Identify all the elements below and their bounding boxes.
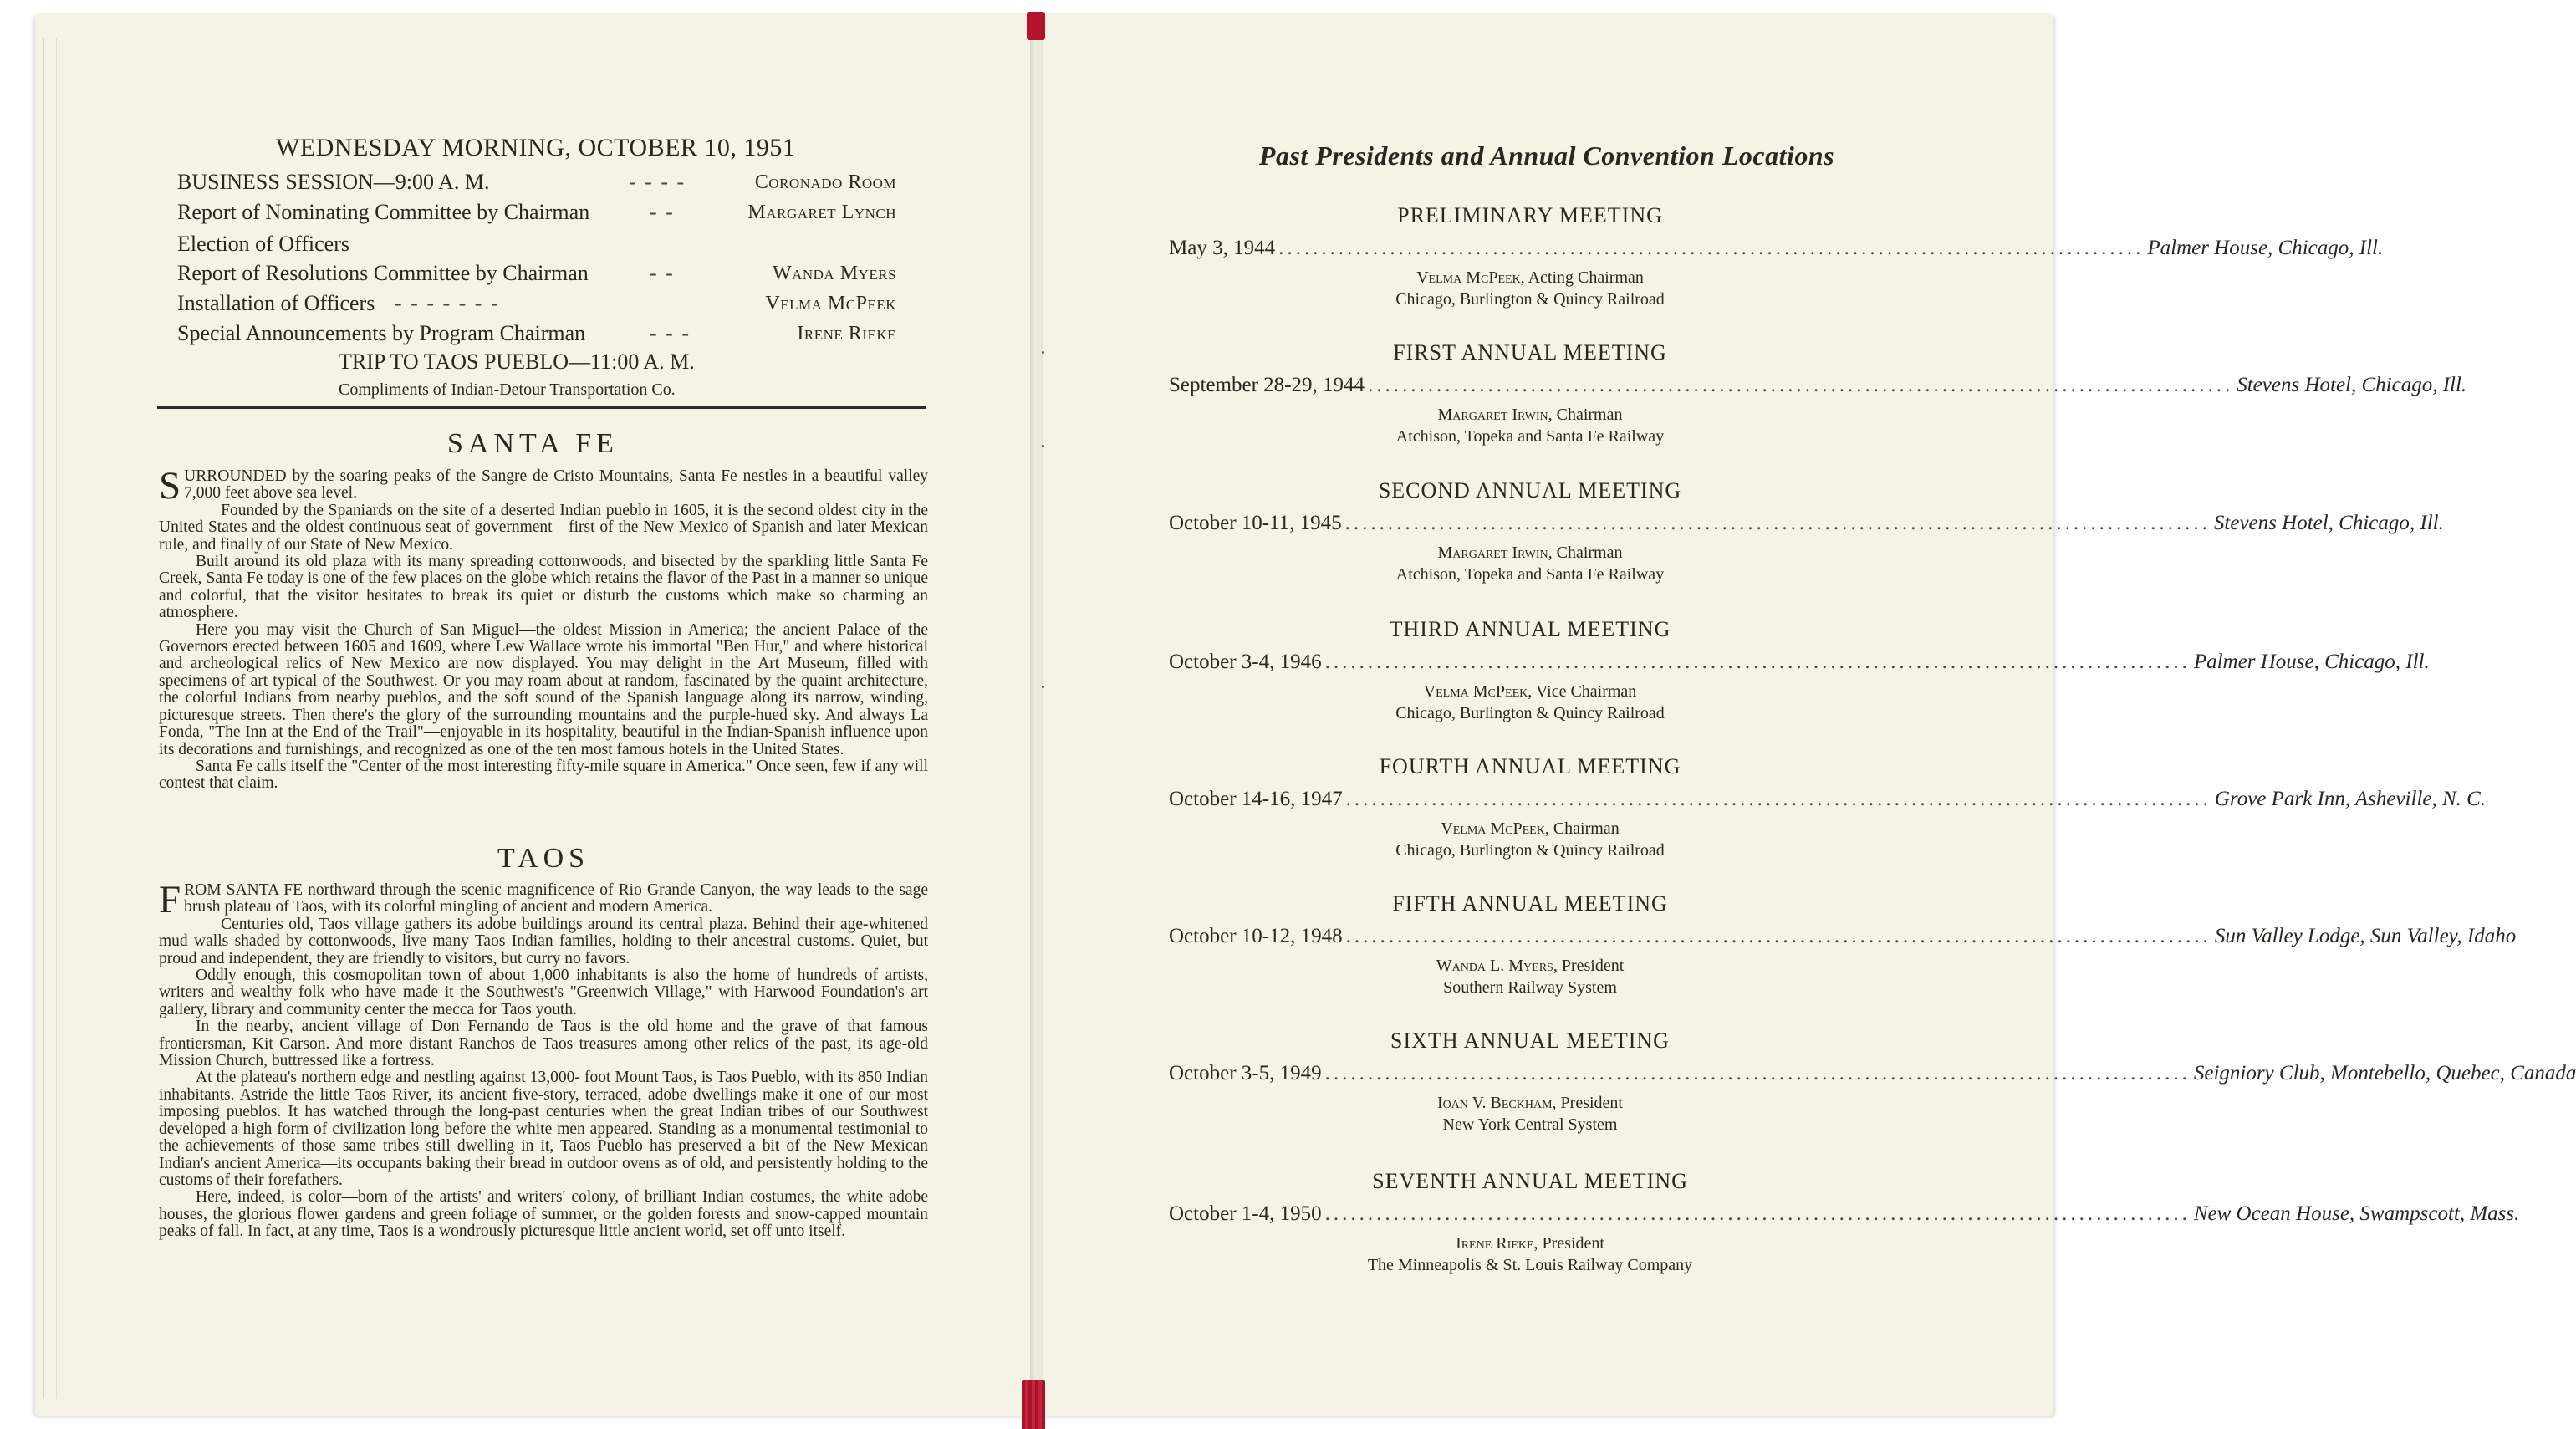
meeting-railroad: Chicago, Burlington & Quincy Railroad (1395, 704, 1665, 722)
chairman-role: , Vice Chairman (1528, 682, 1637, 701)
past-presidents-title: Past Presidents and Annual Convention Locations (1258, 140, 1835, 171)
chairman-name: Ioan V. Beckham (1437, 1094, 1553, 1112)
meeting-place: Seigniory Club, Montebello, Quebec, Canada (2193, 1062, 2576, 1085)
paragraph-text: URROUNDED by the soaring peaks of the Sangre de Cristo Mountains, Santa Fe nestles in a beautiful valley 7,000 feet above sea level. (184, 467, 928, 503)
leader-dashes: - - (650, 261, 675, 285)
schedule-row (177, 200, 913, 228)
dot-leader: ..................................................................................................... (1344, 512, 2211, 534)
schedule-row (177, 261, 913, 289)
chairman-name: Wanda L. Myers (1436, 957, 1553, 975)
schedule-item-person: Wanda Myers (772, 263, 896, 284)
paper-speck (1042, 445, 1044, 447)
meeting-heading: THIRD ANNUAL MEETING (1389, 617, 1671, 641)
meeting-date: October 14-16, 1947 (1169, 788, 1343, 810)
meeting-heading: SECOND ANNUAL MEETING (1378, 478, 1682, 503)
meeting-railroad: The Minneapolis & St. Louis Railway Company (1367, 1256, 1693, 1274)
dot-leader: ..................................................................................................... (1345, 788, 2211, 810)
chairman-role: , Chairman (1544, 819, 1620, 838)
paragraph: Here you may visit the Church of San Miguel—the oldest Mission in America; the ancient Palace of the Governors erected between 1605 and 1609, where Lew Wallace wrote his immortal "Ben Hur," and where historical and archeological relics of New Mexico are now displayed. You may delight in the Art Museum, filled with specimens of art typical of the Southwest. Or you may roam about at random, fascinated by the quaint architecture, the colorful Indians from nearby pueblos, and the soft sound of the Spanish language along its narrow, winding, picturesque streets. Then there's the glory of the surrounding mountains and the purple-hued sky. And always La Fonda, "The Inn at the End of the Trail"—enjoyable in its hospitality, beautiful in the Indian-Spanish influence upon its decorations and furnishings, and recognized as one of the ten most famous hotels in the United States. (159, 620, 928, 758)
meeting-line (1169, 512, 2444, 538)
meeting-railroad: Southern Railway System (1443, 978, 1617, 997)
paper-speck (1042, 351, 1044, 354)
meeting-chairman (1171, 406, 1890, 425)
chairman-role: , President (1553, 957, 1625, 975)
meeting-chairman (1171, 957, 1890, 976)
meeting-date: October 1-4, 1950 (1169, 1202, 1322, 1225)
meeting-railroad: New York Central System (1442, 1115, 1618, 1134)
section-divider (157, 406, 926, 409)
meeting-chairman (1171, 682, 1890, 702)
chairman-role: , President (1552, 1094, 1623, 1112)
dot-leader: ..................................................................................................... (1324, 651, 2191, 673)
meeting-place: Stevens Hotel, Chicago, Ill. (2237, 374, 2467, 396)
paper-speck (1042, 686, 1044, 688)
leader-dashes: - - - - - - - (395, 291, 500, 315)
schedule-item-label: BUSINESS SESSION—9:00 A. M. (177, 170, 490, 194)
meeting-line (1169, 374, 2467, 401)
meeting-heading: FIFTH ANNUAL MEETING (1392, 891, 1668, 916)
leader-dashes: - - - (650, 321, 691, 345)
meeting-date: September 28-29, 1944 (1169, 374, 1365, 396)
meeting-place: Sun Valley Lodge, Sun Valley, Idaho (2214, 925, 2517, 947)
chairman-name: Velma McPeek (1416, 268, 1521, 287)
chairman-role: , President (1533, 1234, 1604, 1253)
meeting-date: October 10-11, 1945 (1169, 512, 1342, 534)
dot-leader: ..................................................................................................... (1324, 1062, 2191, 1085)
meeting-heading: SEVENTH ANNUAL MEETING (1372, 1169, 1688, 1193)
schedule-row (177, 321, 913, 350)
paragraph: Founded by the Spaniards on the site of a deserted Indian pueblo in 1605, it is the second oldest city in the United States and the oldest continuous seat of government—first of the New Mexico of Spanish and later Mexican rule, and finally of our State of New Mexico. (159, 501, 928, 554)
paragraph: At the plateau's northern edge and nestling against 13,000- foot Mount Taos, is Taos Pueblo, with its 850 Indian inhabitants. Astride the little Taos River, its ancient five-story, terraced, adobe dwellings make it one of our most imposing pueblos. It has watched through the long-past centuries when the great Indian tribes of our Southwest developed a high form of civilization long before the white men appeared. Standing as a monumental testimonial to the achievements of those same tribes still dwelling in it, Taos Pueblo has preserved a bit of the New Mexican Indian's ancient America—its occupants baking their bread in outdoor ovens as of old, and persistently holding to the customs of their forefathers. (159, 1069, 928, 1189)
meeting-heading: SIXTH ANNUAL MEETING (1390, 1028, 1670, 1053)
meeting-place: Palmer House, Chicago, Ill. (2193, 651, 2430, 673)
schedule-item-label: Installation of Officers (177, 291, 375, 315)
meeting-railroad: Atchison, Topeka and Santa Fe Railway (1395, 427, 1665, 446)
chairman-name: Velma McPeek (1423, 682, 1528, 701)
schedule-row (177, 170, 913, 198)
page-edge-lines (43, 38, 57, 1399)
schedule-item-person: Irene Rieke (797, 323, 896, 344)
schedule-item-person: Coronado Room (754, 171, 896, 193)
chairman-name: Velma McPeek (1441, 819, 1545, 838)
meeting-line (1169, 788, 2487, 814)
meeting-date: May 3, 1944 (1169, 237, 1276, 259)
paragraph-text: ROM SANTA FE northward through the scenic magnificence of Rio Grande Canyon, the way leads to the sage brush plateau of Taos, with its colorful mingling of ancient and modern America. (184, 881, 928, 916)
trip-subtitle: Compliments of Indian-Detour Transportation Co. (339, 380, 676, 399)
chairman-role: , Chairman (1548, 544, 1623, 562)
dot-leader: ..................................................................................................... (1345, 925, 2211, 947)
paragraph: Centuries old, Taos village gathers its adobe buildings around its central plaza. Behind their age-whitened mud walls shaded by cottonwoods, live many Taos Indian families, holding to their ancestral customs. Quiet, but proud and independent, they are friendly to visitors, but curry no favors. (159, 915, 928, 967)
schedule-item-label: Special Announcements by Program Chairman (177, 321, 586, 345)
taos-heading: TAOS (497, 843, 590, 874)
santa-fe-text (159, 464, 928, 793)
meeting-chairman (1171, 1094, 1890, 1113)
chairman-name: Irene Rieke (1456, 1234, 1534, 1253)
meeting-heading: FIRST ANNUAL MEETING (1393, 340, 1667, 365)
dot-leader: ..................................................................................................... (1367, 374, 2234, 396)
meeting-line (1169, 1062, 2576, 1089)
leader-dashes: - - (650, 200, 675, 224)
trip-title: TRIP TO TAOS PUEBLO—11:00 A. M. (339, 350, 695, 374)
meeting-place: Palmer House, Chicago, Ill. (2147, 237, 2384, 259)
meeting-place: Grove Park Inn, Asheville, N. C. (2214, 788, 2487, 810)
schedule-item-person: Velma McPeek (765, 293, 896, 314)
meeting-chairman (1171, 819, 1890, 839)
meeting-railroad: Chicago, Burlington & Quincy Railroad (1395, 841, 1665, 860)
schedule-item-label: Election of Officers (177, 232, 349, 256)
paragraph: Oddly enough, this cosmopolitan town of about 1,000 inhabitants is also the home of hundreds of artists, writers and wealthy folk who have made it the Southwest's "Greenwich Village," with Harwood Foundation's art gallery, library and community center the mecca for Taos youth. (159, 967, 928, 1018)
chairman-name: Margaret Irwin (1437, 406, 1548, 424)
meeting-heading: FOURTH ANNUAL MEETING (1379, 754, 1681, 778)
dot-leader: ..................................................................................................... (1324, 1202, 2191, 1225)
drop-cap: F (159, 878, 181, 921)
schedule-row (177, 232, 913, 260)
meeting-line (1169, 237, 2384, 263)
ribbon-bookmark-top (1027, 12, 1045, 40)
schedule-item-label: Report of Resolutions Committee by Chairman (177, 261, 589, 285)
meeting-date: October 3-4, 1946 (1169, 651, 1322, 673)
schedule-item-label: Report of Nominating Committee by Chairman (177, 200, 590, 224)
schedule-title: WEDNESDAY MORNING, OCTOBER 10, 1951 (276, 134, 796, 161)
ribbon-bookmark-tassel (1022, 1380, 1045, 1429)
paragraph: Built around its old plaza with its many spreading cottonwoods, and bisected by the sparkling little Santa Fe Creek, Santa Fe today is one of the few places on the globe which retains the flavor of the Past in a manner so unique and colorful, that the visitor hesitates to break its quiet or disturb the customs which make so charming an atmosphere. (159, 553, 928, 622)
paragraph: In the nearby, ancient village of Don Fernando de Taos is the old home and the grave of that famous frontiersman, Kit Carson. And more distant Ranchos de Taos treasures among other relics of the past, its age-old Mission Church, buttressed like a fortress. (159, 1018, 928, 1070)
chairman-role: , Acting Chairman (1520, 268, 1644, 287)
book-gutter (1030, 13, 1043, 1416)
meeting-line (1169, 1202, 2520, 1229)
meeting-chairman (1171, 544, 1890, 563)
paragraph: Here, indeed, is color—born of the artists' and writers' colony, of brilliant Indian costumes, the white adobe houses, the glorious flower gardens and green foliage of summer, or the golden forests and snow-capped mountain peaks of fall. In fact, at any time, Taos is a wondrously picturesque little ancient world, set off unto itself. (159, 1188, 928, 1241)
schedule-item-person: Margaret Lynch (747, 202, 896, 223)
santa-fe-heading: SANTA FE (447, 428, 619, 459)
meeting-date: October 3-5, 1949 (1169, 1062, 1322, 1085)
meeting-railroad: Atchison, Topeka and Santa Fe Railway (1395, 565, 1665, 584)
meeting-place: Stevens Hotel, Chicago, Ill. (2213, 512, 2444, 534)
chairman-name: Margaret Irwin (1437, 544, 1548, 562)
meeting-chairman (1171, 1234, 1890, 1253)
meeting-railroad: Chicago, Burlington & Quincy Railroad (1395, 290, 1665, 309)
paragraph: Santa Fe calls itself the "Center of the most interesting fifty-mile square in America." Once seen, few if any will contest that claim. (159, 757, 928, 793)
meeting-chairman (1171, 268, 1890, 288)
meeting-date: October 10-12, 1948 (1169, 925, 1343, 947)
meeting-place: New Ocean House, Swampscott, Mass. (2193, 1202, 2520, 1225)
dot-leader: ..................................................................................................... (1278, 237, 2145, 259)
paragraph (159, 464, 928, 508)
meeting-line (1169, 925, 2517, 952)
leader-dashes: - - - - (629, 170, 686, 194)
meeting-heading: PRELIMINARY MEETING (1397, 203, 1663, 227)
paragraph (159, 878, 928, 921)
chairman-role: , Chairman (1548, 406, 1623, 424)
taos-text (159, 878, 928, 1241)
drop-cap: S (159, 464, 181, 508)
meeting-line (1169, 651, 2430, 677)
schedule-row (177, 291, 913, 319)
